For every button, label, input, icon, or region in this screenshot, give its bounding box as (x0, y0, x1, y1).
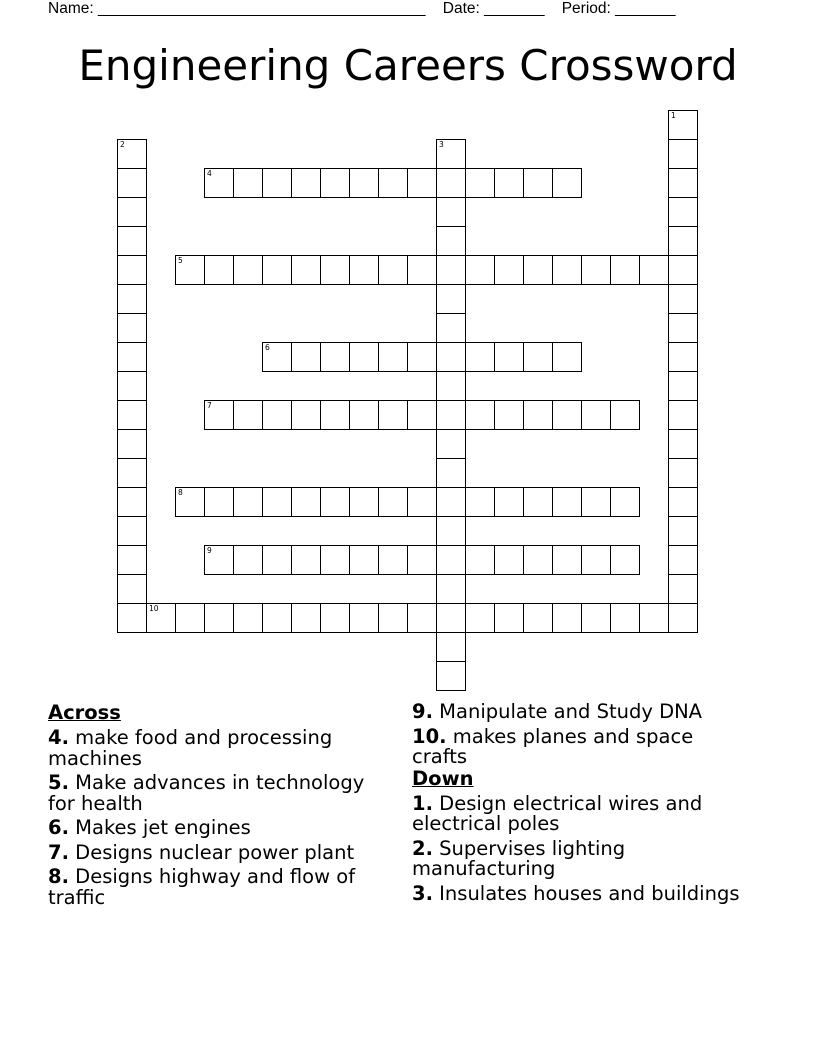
date-field-label: Date: _______ (442, 0, 545, 17)
grid-cell[interactable] (233, 400, 263, 430)
clue-text: Makes jet engines (68, 816, 251, 839)
grid-cell[interactable] (465, 545, 495, 575)
grid-cell[interactable] (204, 487, 234, 517)
grid-cell[interactable] (175, 487, 205, 517)
grid-cell[interactable] (117, 284, 147, 314)
grid-cell[interactable] (378, 255, 408, 285)
clue-text: Insulates houses and buildings (432, 881, 740, 905)
grid-cell[interactable] (494, 168, 524, 198)
clue-across-9 (412, 702, 752, 723)
grid-cell[interactable] (291, 487, 321, 517)
grid-cell[interactable] (349, 168, 379, 198)
grid-cell[interactable] (552, 603, 582, 633)
clue-text: Manipulate and Study DNA (432, 700, 703, 723)
clue-number: 9. (412, 700, 433, 723)
clue-down-2 (412, 836, 752, 880)
grid-cell[interactable] (117, 603, 147, 633)
grid-cell[interactable] (117, 458, 147, 488)
grid-cell[interactable] (552, 168, 582, 198)
grid-cell[interactable] (436, 255, 466, 285)
clue-number-label: 1 (671, 111, 676, 120)
grid-cell[interactable] (436, 574, 466, 604)
grid-cell[interactable] (436, 139, 466, 169)
grid-cell[interactable] (204, 400, 234, 430)
grid-cell[interactable] (668, 255, 698, 285)
grid-cell[interactable] (436, 313, 466, 343)
clue-number-label: 7 (207, 401, 212, 410)
grid-cell[interactable] (552, 255, 582, 285)
clues-right-column (412, 702, 752, 904)
grid-cell[interactable] (117, 574, 147, 604)
grid-cell[interactable] (262, 168, 292, 198)
grid-cell[interactable] (175, 255, 205, 285)
grid-cell[interactable] (523, 400, 553, 430)
grid-cell[interactable] (436, 284, 466, 314)
grid-cell[interactable] (436, 661, 466, 691)
clue-number: 8. (48, 865, 69, 888)
grid-cell[interactable] (117, 168, 147, 198)
grid-cell[interactable] (436, 197, 466, 227)
grid-cell[interactable] (465, 168, 495, 198)
grid-cell[interactable] (407, 545, 437, 575)
grid-cell[interactable] (465, 255, 495, 285)
clue-number-label: 10 (149, 604, 159, 613)
clue-text: Supervises lighting manufacturing (412, 836, 626, 880)
grid-cell[interactable] (117, 516, 147, 546)
grid-cell[interactable] (668, 168, 698, 198)
clue-across-7 (48, 840, 388, 864)
grid-cell[interactable] (204, 545, 234, 575)
grid-cell[interactable] (494, 400, 524, 430)
grid-cell[interactable] (291, 545, 321, 575)
grid-cell[interactable] (349, 545, 379, 575)
grid-cell[interactable] (668, 400, 698, 430)
grid-cell[interactable] (523, 255, 553, 285)
clue-number: 3. (412, 881, 433, 905)
grid-cell[interactable] (262, 545, 292, 575)
grid-cell[interactable] (175, 603, 205, 633)
grid-cell[interactable] (465, 342, 495, 372)
grid-cell[interactable] (291, 342, 321, 372)
grid-cell[interactable] (117, 371, 147, 401)
grid-cell[interactable] (117, 255, 147, 285)
grid-cell[interactable] (320, 400, 350, 430)
grid-cell[interactable] (436, 603, 466, 633)
grid-cell[interactable] (349, 603, 379, 633)
clue-text: Make advances in technology for health (48, 771, 365, 815)
grid-cell[interactable] (610, 400, 640, 430)
grid-cell[interactable] (233, 545, 263, 575)
grid-cell[interactable] (407, 168, 437, 198)
grid-cell[interactable] (465, 400, 495, 430)
grid-cell[interactable] (407, 487, 437, 517)
clue-number-label: 4 (207, 169, 212, 178)
clue-down-1 (412, 791, 752, 835)
grid-cell[interactable] (668, 313, 698, 343)
clue-across-4 (48, 728, 388, 769)
across-heading: Across (48, 701, 121, 724)
grid-cell[interactable] (668, 603, 698, 633)
grid-cell[interactable] (291, 255, 321, 285)
clue-number-label: 5 (178, 256, 183, 265)
grid-cell[interactable] (262, 603, 292, 633)
grid-cell[interactable] (465, 487, 495, 517)
grid-cell[interactable] (639, 603, 669, 633)
grid-cell[interactable] (407, 342, 437, 372)
grid-cell[interactable] (668, 226, 698, 256)
grid-cell[interactable] (117, 313, 147, 343)
grid-cell[interactable] (668, 458, 698, 488)
grid-cell[interactable] (436, 516, 466, 546)
grid-cell[interactable] (407, 400, 437, 430)
grid-cell[interactable] (378, 603, 408, 633)
grid-cell[interactable] (668, 110, 698, 140)
grid-cell[interactable] (668, 545, 698, 575)
name-field-label: Name: ______________________________________ (48, 0, 426, 17)
grid-cell[interactable] (610, 487, 640, 517)
grid-cell[interactable] (494, 255, 524, 285)
grid-cell[interactable] (581, 545, 611, 575)
grid-cell[interactable] (668, 516, 698, 546)
grid-cell[interactable] (378, 342, 408, 372)
clue-number-label: 6 (265, 343, 270, 352)
grid-cell[interactable] (552, 487, 582, 517)
grid-cell[interactable] (494, 603, 524, 633)
clue-across-8 (48, 867, 388, 908)
grid-cell[interactable] (378, 487, 408, 517)
grid-cell[interactable] (349, 487, 379, 517)
grid-cell[interactable] (639, 255, 669, 285)
grid-cell[interactable] (320, 255, 350, 285)
grid-cell[interactable] (117, 545, 147, 575)
clue-text: Designs highway and flow of traffic (48, 865, 356, 909)
grid-cell[interactable] (204, 603, 234, 633)
grid-cell[interactable] (523, 545, 553, 575)
grid-cell[interactable] (668, 371, 698, 401)
grid-cell[interactable] (262, 255, 292, 285)
grid-cell[interactable] (436, 458, 466, 488)
grid-cell[interactable] (523, 342, 553, 372)
grid-cell[interactable] (204, 255, 234, 285)
grid-cell[interactable] (117, 429, 147, 459)
clue-number: 7. (48, 840, 69, 864)
clue-text: make food and processing machines (48, 726, 333, 770)
period-field-label: Period: _______ (561, 0, 676, 17)
grid-cell[interactable] (668, 284, 698, 314)
grid-cell[interactable] (378, 400, 408, 430)
grid-cell[interactable] (436, 168, 466, 198)
grid-cell[interactable] (610, 603, 640, 633)
grid-cell[interactable] (233, 168, 263, 198)
grid-cell[interactable] (436, 487, 466, 517)
grid-cell[interactable] (233, 487, 263, 517)
grid-cell[interactable] (291, 603, 321, 633)
grid-cell[interactable] (320, 487, 350, 517)
grid-cell[interactable] (349, 255, 379, 285)
grid-cell[interactable] (117, 197, 147, 227)
clue-across-6 (48, 818, 388, 839)
grid-cell[interactable] (349, 400, 379, 430)
grid-cell[interactable] (204, 168, 234, 198)
grid-cell[interactable] (668, 487, 698, 517)
grid-cell[interactable] (523, 168, 553, 198)
grid-cell[interactable] (436, 429, 466, 459)
grid-cell[interactable] (146, 603, 176, 633)
grid-cell[interactable] (436, 342, 466, 372)
grid-cell[interactable] (378, 168, 408, 198)
grid-cell[interactable] (523, 603, 553, 633)
grid-cell[interactable] (668, 197, 698, 227)
grid-cell[interactable] (610, 545, 640, 575)
grid-cell[interactable] (552, 400, 582, 430)
grid-cell[interactable] (320, 342, 350, 372)
clue-across-10 (412, 724, 752, 768)
clue-number: 5. (48, 771, 69, 794)
grid-cell[interactable] (668, 139, 698, 169)
grid-cell[interactable] (436, 371, 466, 401)
grid-cell[interactable] (117, 342, 147, 372)
grid-cell[interactable] (233, 603, 263, 633)
clue-number-label: 3 (439, 140, 444, 149)
down-heading: Down (412, 766, 474, 790)
clue-text: Design electrical wires and electrical poles (412, 791, 703, 835)
grid-cell[interactable] (436, 226, 466, 256)
grid-cell[interactable] (552, 545, 582, 575)
grid-cell[interactable] (581, 255, 611, 285)
grid-cell[interactable] (320, 603, 350, 633)
clue-number: 6. (48, 816, 69, 839)
grid-cell[interactable] (117, 139, 147, 169)
grid-cell[interactable] (610, 255, 640, 285)
grid-cell[interactable] (407, 603, 437, 633)
grid-cell[interactable] (262, 400, 292, 430)
clue-number: 10. (412, 724, 447, 748)
grid-cell[interactable] (262, 487, 292, 517)
grid-cell[interactable] (668, 429, 698, 459)
grid-cell[interactable] (581, 603, 611, 633)
clues-left-column (48, 702, 388, 908)
page-title: Engineering Careers Crossword (78, 41, 738, 90)
clue-number: 2. (412, 836, 433, 860)
clue-down-3 (412, 881, 752, 905)
grid-cell[interactable] (494, 342, 524, 372)
grid-cell[interactable] (407, 255, 437, 285)
grid-cell[interactable] (552, 342, 582, 372)
grid-cell[interactable] (581, 400, 611, 430)
grid-cell[interactable] (494, 487, 524, 517)
grid-cell[interactable] (117, 226, 147, 256)
clue-across-5 (48, 773, 388, 814)
grid-cell[interactable] (291, 400, 321, 430)
grid-cell[interactable] (320, 545, 350, 575)
grid-cell[interactable] (291, 168, 321, 198)
clue-number: 1. (412, 791, 433, 815)
clue-number: 4. (48, 726, 69, 749)
clue-number-label: 8 (178, 488, 183, 497)
grid-cell[interactable] (465, 603, 495, 633)
grid-cell[interactable] (436, 632, 466, 662)
grid-cell[interactable] (668, 574, 698, 604)
grid-cell[interactable] (523, 487, 553, 517)
clue-text: Designs nuclear power plant (68, 840, 355, 864)
grid-cell[interactable] (262, 342, 292, 372)
grid-cell[interactable] (436, 545, 466, 575)
grid-cell[interactable] (668, 342, 698, 372)
clue-number-label: 2 (120, 140, 125, 149)
grid-cell[interactable] (581, 487, 611, 517)
grid-cell[interactable] (494, 545, 524, 575)
grid-cell[interactable] (349, 342, 379, 372)
grid-cell[interactable] (320, 168, 350, 198)
grid-cell[interactable] (436, 400, 466, 430)
grid-cell[interactable] (233, 255, 263, 285)
grid-cell[interactable] (117, 487, 147, 517)
clue-number-label: 9 (207, 546, 212, 555)
grid-cell[interactable] (378, 545, 408, 575)
clue-text: makes planes and space crafts (412, 724, 694, 768)
grid-cell[interactable] (117, 400, 147, 430)
